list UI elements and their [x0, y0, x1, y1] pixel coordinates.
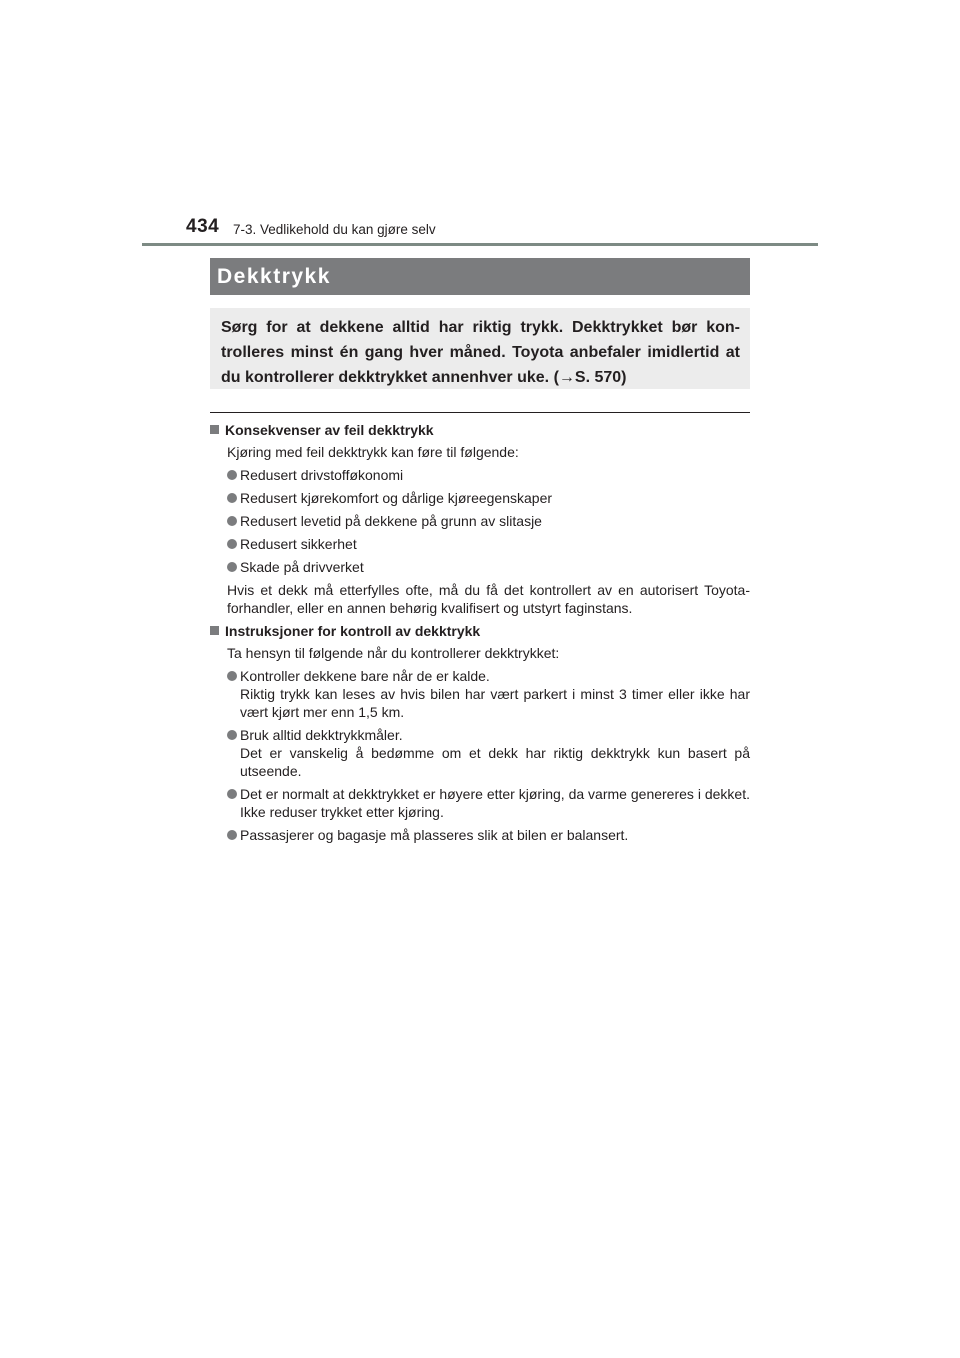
list-item-body	[240, 667, 750, 721]
list-item-text: Redusert levetid på dekkene på grunn av slitasje	[240, 513, 542, 529]
list-item-detail: Riktig trykk kan leses av hvis bilen har vært parkert i minst 3 timer eller ikke har vært kjørt mer enn 1,5 km.	[240, 686, 750, 720]
section-heading	[210, 421, 750, 439]
list-item-body	[240, 726, 750, 780]
section-lead: Kjøring med feil dekktrykk kan føre til følgende:	[227, 444, 519, 460]
round-bullet-icon	[227, 730, 237, 740]
round-bullet-icon	[227, 830, 237, 840]
title-bar	[210, 258, 750, 295]
section-heading-text: Konsekvenser av feil dekktrykk	[225, 422, 434, 438]
list-item	[210, 726, 750, 780]
list-item-text: Redusert drivstofføkonomi	[240, 467, 404, 483]
running-head: 7-3. Vedlikehold du kan gjøre selv	[233, 222, 436, 237]
list-item-text: Redusert sikkerhet	[240, 536, 357, 552]
section-heading-text: Instruksjoner for kontroll av dekktrykk	[225, 623, 481, 639]
list-item	[210, 826, 750, 844]
page-title: Dekktrykk	[217, 265, 331, 288]
round-bullet-icon	[227, 470, 237, 480]
round-bullet-icon	[227, 562, 237, 572]
square-bullet-icon	[210, 626, 219, 635]
intro-text: Sørg for at dekkene alltid har riktig trykk. Dekktrykket bør kon-trolleres minst én gang hver måned. Toyota anbefaler imidlertid at du kontrollerer dekktrykket annenhver uke. (→S. 570)	[221, 319, 740, 386]
list-item	[210, 667, 750, 721]
list-item-detail: Det er vanskelig å bedømme om et dekk har riktig dekktrykk kun basert på utseende.	[240, 745, 750, 779]
list-item	[210, 558, 750, 576]
list-item	[210, 535, 750, 553]
section-note: Hvis et dekk må etterfylles ofte, må du få det kontrollert av en autorisert Toyota-forhandler, eller en annen behørig kvalifisert og utstyrt faginstans.	[227, 582, 750, 616]
list-item	[210, 466, 750, 484]
list-item-title: Bruk alltid dekktrykkmåler.	[240, 727, 403, 743]
header-rule	[142, 243, 818, 246]
list-item-body	[240, 785, 750, 821]
list-item	[210, 489, 750, 507]
list-item-body	[240, 826, 750, 844]
round-bullet-icon	[227, 516, 237, 526]
square-bullet-icon	[210, 425, 219, 434]
content	[210, 421, 750, 844]
section-heading	[210, 622, 750, 640]
page-number: 434	[186, 216, 220, 237]
list-item-title: Passasjerer og bagasje må plasseres slik at bilen er balansert.	[240, 827, 629, 843]
section-lead: Ta hensyn til følgende når du kontrollerer dekktrykket:	[227, 645, 560, 661]
round-bullet-icon	[227, 493, 237, 503]
round-bullet-icon	[227, 789, 237, 799]
intro-box	[210, 308, 750, 389]
round-bullet-icon	[227, 539, 237, 549]
list-item	[210, 512, 750, 530]
list-item	[210, 785, 750, 821]
list-item-text: Skade på drivverket	[240, 559, 364, 575]
list-item-title: Det er normalt at dekktrykket er høyere etter kjøring, da varme genereres i dekket. Ikke reduser trykket etter kjøring.	[240, 786, 750, 820]
round-bullet-icon	[227, 671, 237, 681]
content-rule	[210, 412, 750, 413]
list-item-text: Redusert kjørekomfort og dårlige kjøreegenskaper	[240, 490, 553, 506]
list-item-title: Kontroller dekkene bare når de er kalde.	[240, 668, 490, 684]
